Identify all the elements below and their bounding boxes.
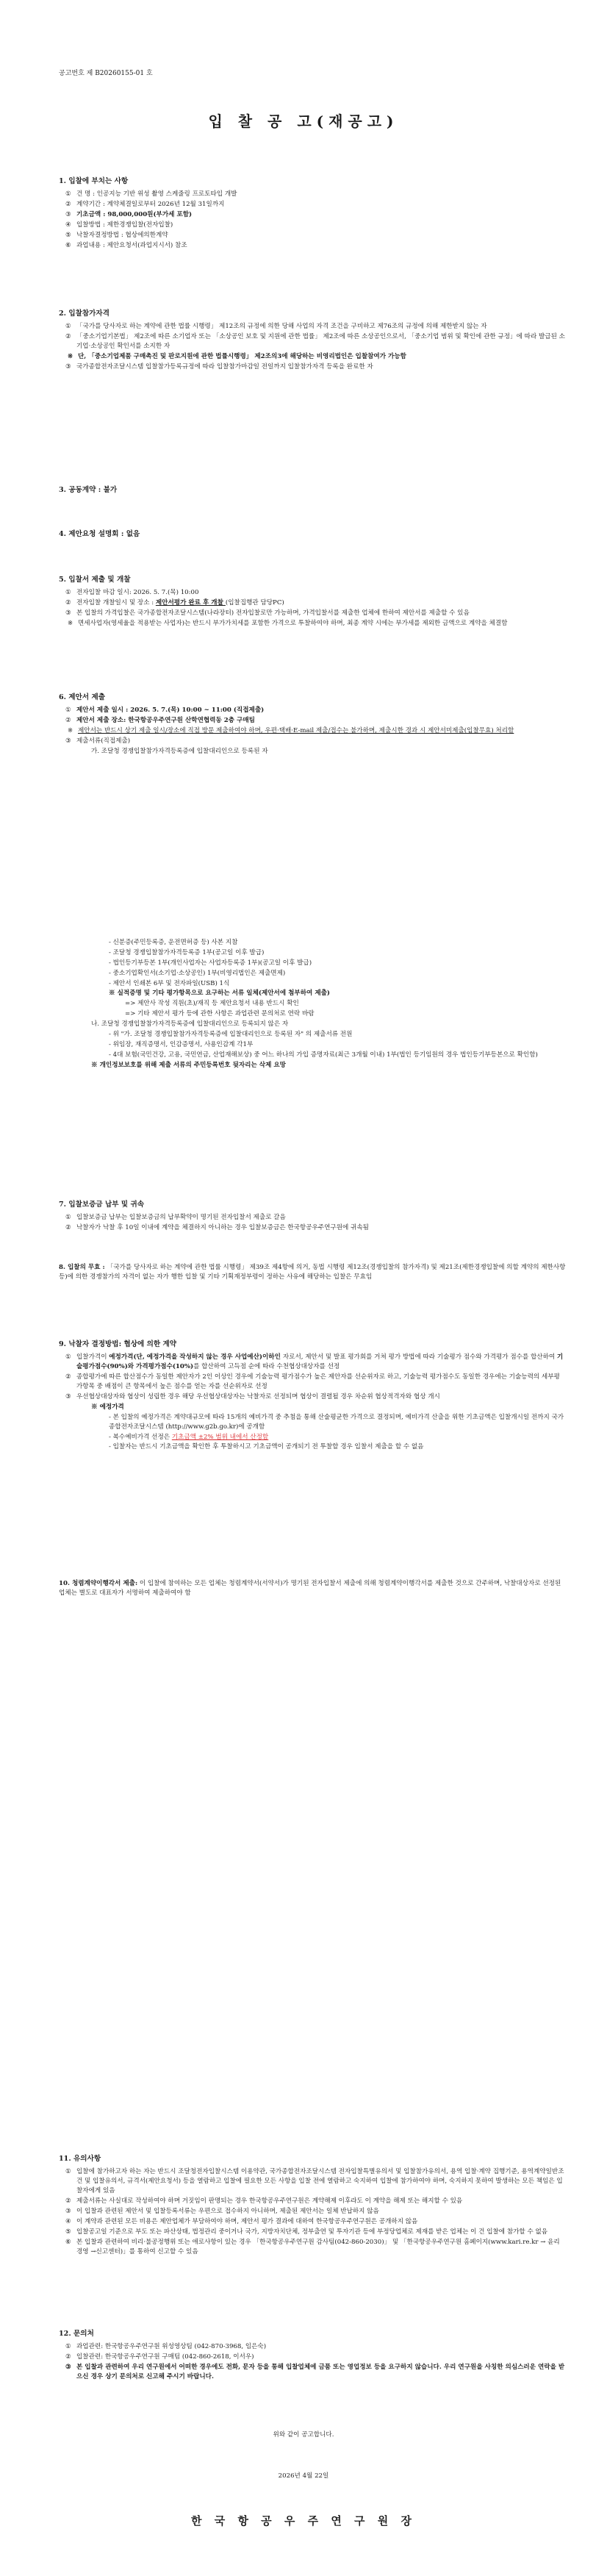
privacy-warning: ※ 개인정보보호를 위해 제출 서류의 주민등록번호 뒷자리는 삭제 요망 [91,1061,286,1069]
submission-note: ※ 제안서는 반드시 상기 제출 일시/장소에 직접 방문 제출하여야 하며, 우편·택배·E-mail 제출/접수는 불가하며, 제출시한 경과 시 제안서미제출(입찰무효) 처리함 [68,727,514,735]
doc-line: - 신분증(주민등록증, 운전면허증 등) 사본 지참 [109,939,238,946]
section-award-method [59,1339,566,1453]
list-item: ③ 이 입찰과 관련된 제안서 및 입찰등록서류는 우편으로 접수하지 아니하며, 제출된 제안서는 일체 반납하지 않음 [65,2207,379,2215]
list-item: ② 제출서류는 사실대로 작성하여야 하며 거짓임이 판명되는 경우 한국항공우주연구원은 계약해제 이후라도 이 계약을 해제 또는 해지할 수 있음 [65,2197,463,2205]
doc-line: - 조달청 경쟁입찰참가자격등록증 1부(공고일 이후 발급) [109,948,265,956]
section-integrity-pledge: 10. 청렴계약이행각서 제출: 이 입찰에 참여하는 모든 업체는 청렴계약서(서약서)가 명기된 전자입찰서 제출에 의해 청렴계약이행각서를 제출한 것으로 간주하며, 낙찰대상자로 선정된 업체는 별도로 대표자가 서명하여 제출하여야 함 [59,1580,561,1597]
notice-date: 2026년 4월 22일 [278,2472,329,2480]
list-item: ④ 입찰방법 : 제한경쟁입찰(전자입찰) [65,221,173,229]
list-item: ① 건 명 : 인공지능 기반 위성 촬영 스케줄링 프로토타입 개발 [65,190,237,198]
list-item: ① 입찰가격이 예정가격(단, 예정가격을 작성하지 않는 경우 사업예산)이하인 자로서, 제안서 및 발표 평가회를 거쳐 평가 방법에 따라 기술평가 점수와 가격평가 점수를 합산하여 기술평가점수(90%)와 가격평가점수(10%)를 합산하여 고득점 순에 따라 수천협상대상자를 선정 [65,1353,564,1371]
list-item: ⑤ 낙찰자결정방법 : 협상에의한계약 [65,231,168,239]
doc-line: => 제안사 작성 직원(초)/재직 등 제안요청서 내용 반드시 확인 [125,1000,299,1008]
list-item: ③ 제출서류(직접제출) [65,737,131,745]
section-bid-items [59,176,566,251]
section-briefing: 4. 제안요청 설명회 : 없음 [59,530,140,538]
doc-line: - 입찰자는 반드시 기초금액을 확인한 후 투찰하시고 기초금액이 공개되기 전 투찰할 경우 입찰서 제출을 할 수 없음 [109,1443,424,1451]
section-heading: 10. 청렴계약이행각서 제출: [59,1580,138,1587]
doc-line: - 본 입찰의 예정가격은 계약대규모에 따라 15개의 예비가격 중 추첨을 통해 산술평균한 가격으로 결정되며, 예비가격 산출을 위한 기초금액은 입찰개시일 전까지 국가종합전자조달시스템 (http://www.g2b.go.kr)에 공개함 [109,1413,564,1431]
section-joint-contract: 3. 공동계약 : 불가 [59,486,118,494]
section-bid-submission [59,575,566,629]
doc-line: - 법인등기부등본 1부(개인사업자는 사업자등록증 1부)(공고일 이후 발급) [109,959,312,967]
eligibility-note: ※ 단, 「중소기업제품 구매촉진 및 판로지원에 관한 법률시행령」 제2조의3에 해당하는 비영리법인은 입찰참여가 가능함 [68,353,406,361]
estimated-price-label: ※ 예정가격 [91,1403,124,1411]
list-item: ③ 기초금액 : 98,000,000원(부가세 포함) [65,211,193,219]
section-contacts [59,2329,566,2383]
list-item: ② 제안서 제출 장소: 한국항공우주연구원 산학연협력동 2층 구매팀 [65,717,255,725]
section-heading: 11. 유의사항 [59,2155,101,2163]
doc-line: - 위 "가. 조달청 경쟁입찰참가자격등록증에 입찰대리인으로 등록된 자" 의 제출서류 전원 [109,1031,353,1039]
section-heading: 12. 문의처 [59,2330,94,2338]
list-item: ③ 우선협상대상자와 협상이 성립한 경우 해당 우선협상대상자는 낙찰자로 선정되며 협상이 결렬될 경우 차순위 협상적격자와 협상 개시 [65,1392,440,1400]
section-bid-deposit [59,1200,566,1234]
list-item: ② 종합평가에 따른 합산점수가 동일한 제안자가 2인 이상인 경우에 기술능력 평가점수가 높은 제안자를 선순위자로 하고, 기술능력 평가점수도 동일한 경우에는 기술능력의 세부평가항목 중 배점이 큰 항목에서 높은 점수를 얻는 자를 선순위자로 선정 [65,1373,560,1391]
doc-line: => 기타 제안서 평가 등에 관한 사항은 과업관련 문의처로 연락 바람 [125,1010,315,1018]
section-eligibility [59,309,566,373]
doc-line: ※ 실적증명 및 기타 평가항목으로 요구하는 서류 일체(제안서에 첨부하여 제출) [109,990,331,998]
tax-note: ※ 면세사업자(영세율을 적용받는 사업자)는 반드시 부가가치세를 포함한 가격으로 투찰하여야 하며, 최종 계약 시에는 부가세를 제외한 금액으로 계약을 체결함 [68,620,508,628]
list-item: ⑥ 과업내용 : 제안요청서(과업지시서) 참조 [65,241,187,249]
doc-line: - 복수예비가격 선정은 기초금액 ±2% 범위 내에서 산정함 [109,1433,269,1441]
list-item: ① 「국가를 당사자로 하는 계약에 관한 법률 시행령」 제12조의 규정에 의한 당해 사업의 자격 조건을 구비하고 제76조의 규정에 의해 제한받지 않는 자 [65,323,487,331]
list-item: ⑤ 입찰공고일 기준으로 부도 또는 파산상태, 법정관리 중이거나 국가, 지방자치단체, 정부출연 및 투자기관 등에 부정당업체로 제재를 받은 업체는 이 건 입찰에 참가할 수 없음 [65,2228,548,2236]
list-item: ① 과업관련: 한국항공우주연구원 위성영상팀 (042-870-3968, 임은숙) [65,2343,267,2351]
list-item: ① 입찰에 참가하고자 하는 자는 반드시 조달청전자입찰시스템 이용약관, 국가종합전자조달시스템 전자입찰특별유의서 및 입찰참가유의서, 용역 입찰·계약 집행기준, 용역계약일반조건 및 입찰유의서, 규격서(제안요청서) 등을 열람하고 입찰에 필요한 모든 사항을 입찰 전에 열람하고 숙지하여 입찰에 참가하여야 하며, 숙지하지 못하여 발생하는 모든 책임은 입찰자에게 있음 [65,2168,564,2195]
list-item: ① 제안서 제출 일시 : 2026. 5. 7.(목) 10:00 ~ 11:00 (직접제출) [65,706,265,715]
group-a-label: 가. 조달청 경쟁입찰참가자격등록증에 입찰대리인으로 등록된 자 [91,747,268,755]
list-item: ② 입찰관련: 한국항공우주연구원 구매팀 (042-860-2618, 이서우) [65,2353,254,2361]
list-item: ④ 이 계약과 관련된 모든 비용은 제안업체가 부담하여야 하며, 제안서 평가 결과에 대하여 한국항공우주연구원은 공개하지 않음 [65,2217,418,2225]
list-item: ① 입찰보증금 납부는 입찰보증금의 납부확약이 명기된 전자입찰서 제출로 갈음 [65,1214,286,1222]
list-item: ② 낙찰자가 낙찰 후 10일 이내에 계약을 체결하지 아니하는 경우 입찰보증금은 한국항공우주연구원에 귀속됨 [65,1224,369,1232]
list-item: ① 전자입찰 마감 일시: 2026. 5. 7.(목) 10:00 [65,589,199,597]
section-heading: 2. 입찰참가자격 [59,310,109,318]
list-item: ③ 본 입찰과 관련하여 우리 연구원에서 어떠한 경우에도 전화, 문자 등을 통해 입찰업체에 금품 또는 영업정보 등을 요구하지 않습니다. 우리 연구원을 사칭한 의심스러운 연락을 받으신 경우 상기 문의처로 신고해 주시기 바랍니다. [65,2364,565,2381]
doc-line: - 4대 보험(국민건강, 고용, 국민연금, 산업재해보상) 중 어느 하나의 가입 증명자료(최근 3개월 이내) 1부(법인 등기임원의 경우 법인등기부등본으로 확인함) [109,1051,538,1059]
section-invalid-bids: 8. 입찰의 무효 : 「국가를 당사자로 하는 계약에 관한 법률 시행령」 제39조 제4항에 의거, 동법 시행령 제12조(경쟁입찰의 참가자격) 및 제21조(제한경쟁입찰에 의할 계약의 제한사항 등)에 의한 경쟁참가의 자격이 없는 자가 행한 입찰 및 기타 기획재정부령이 정하는 사유에 해당하는 입찰은 무효임 [59,1264,566,1281]
list-item: ② 「중소기업기본법」 제2조에 따른 소기업자 또는 「소상공인 보호 및 지원에 관한 법률」 제2조에 따른 소상공인으로서, 「중소기업 범위 및 확인에 관한 규정」에 따라 발급된 소기업·소상공인 확인서를 소지한 자 [65,333,565,351]
group-b-label: 나. 조달청 경쟁입찰참가자격등록증에 입찰대리인으로 등록되지 않은 자 [91,1020,289,1028]
section-proposal-docs [59,937,566,1071]
notice-number: 공고번호 제 B20260155-01 호 [59,70,153,77]
section-heading: 5. 입찰서 제출 및 개찰 [59,576,131,584]
list-item: ② 전자입찰 개찰일시 및 장소 : 제안서평가 완료 후 개찰 (입찰집행관 담당PC) [65,599,284,607]
list-item: ③ 본 입찰의 가격입찰은 국가종합전자조달시스템(나라장터) 전자입찰로만 가능하며, 가격입찰서를 제출한 업체에 한하여 제안서를 제출할 수 있음 [65,609,470,618]
section-heading: 7. 입찰보증금 납부 및 귀속 [59,1201,145,1209]
section-proposal-submission [59,693,566,757]
doc-line: - 위임장, 재직증명서, 인감증명서, 사용인감계 각1부 [109,1040,254,1048]
section-cautions [59,2154,566,2257]
doc-line: - 중소기업확인서(소기업·소상공인) 1부(비영리법인은 제출면제) [109,969,286,977]
section-heading: 1. 입찰에 부치는 사항 [59,177,129,185]
section-heading: 6. 제안서 제출 [59,693,106,701]
section-heading: 8. 입찰의 무효 : [59,1264,107,1271]
list-item: ⑥ 본 입찰과 관련하여 비리·불공정행위 또는 애로사항이 있는 경우 「한국항공우주연구원 감사팀(042-860-2030)」 및 「한국항공우주연구원 홈페이지(www.kari.re.kr → 윤리경영 →신고센터)」를 통하여 신고할 수 있음 [65,2238,560,2255]
list-item: ② 계약기간 : 계약체결일로부터 2026년 12월 31일까지 [65,201,225,209]
page-title: 입 찰 공 고(재공고) [208,112,399,130]
doc-line: - 제안서 인쇄본 6부 및 전자파일(USB) 1식 [109,979,230,987]
issuing-organization: 한 국 항 공 우 주 연 구 원 장 [191,2514,416,2527]
section-heading: 9. 낙찰자 결정방법: 협상에 의한 계약 [59,1340,177,1348]
closing-line: 위와 같이 공고합니다. [273,2431,334,2439]
list-item: ③ 국가종합전자조달시스템 입찰참가등록규정에 따라 입찰참가마감일 전일까지 입찰참가자격 등록을 완료한 자 [65,362,373,371]
